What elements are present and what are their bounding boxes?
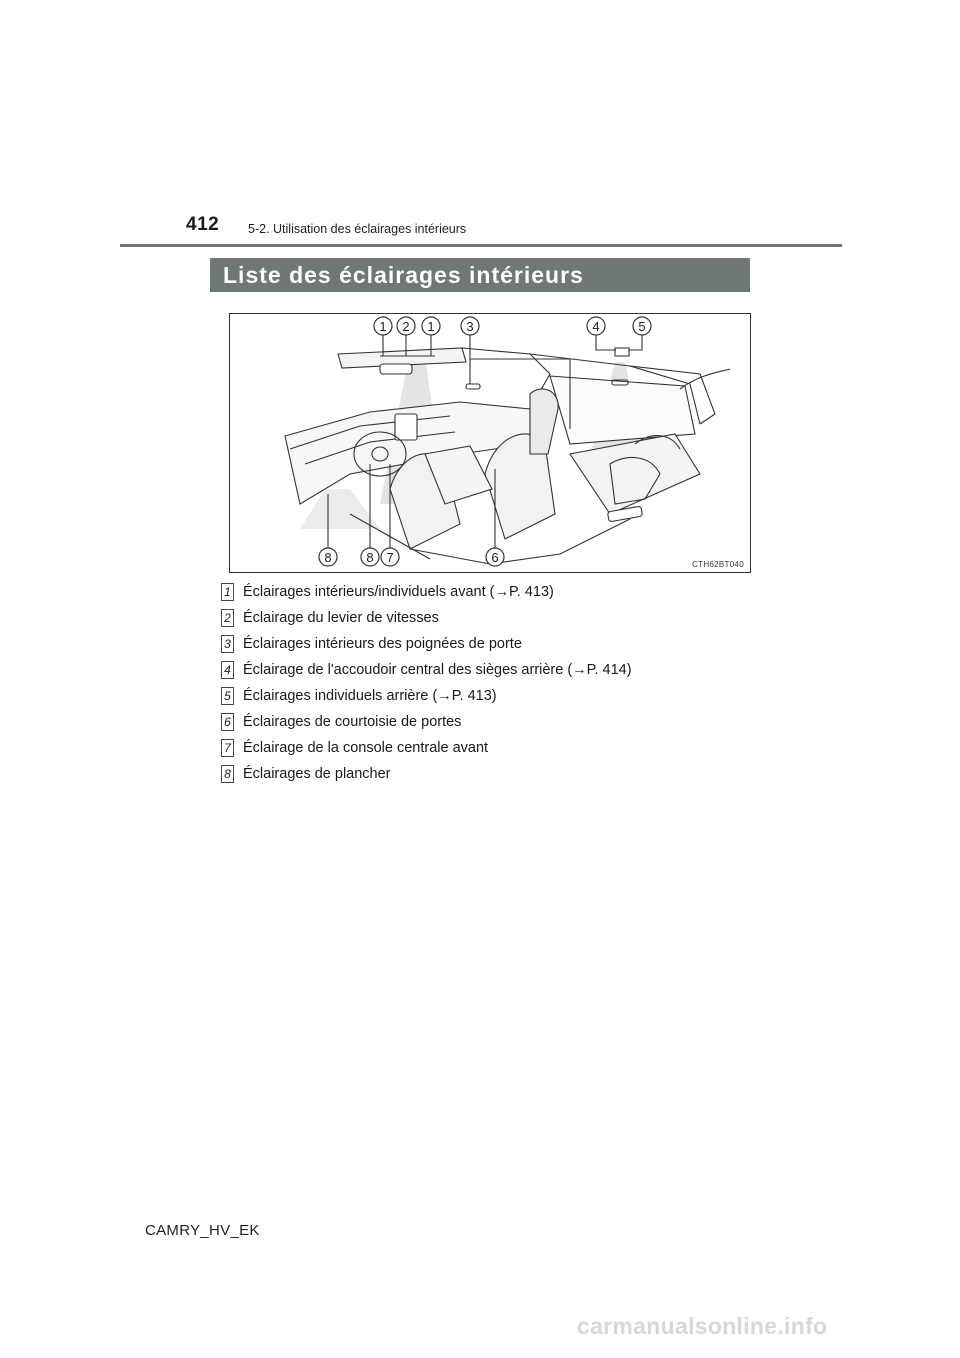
callout-label: 4 — [592, 319, 600, 334]
list-item — [210, 736, 750, 762]
legend-number: 3 — [221, 635, 234, 653]
legend-text: Éclairage de l'accoudoir central des sièges arrière (→P. 414) — [243, 662, 632, 678]
legend-number: 8 — [221, 765, 234, 783]
legend-number: 5 — [221, 687, 234, 705]
legend-number: 4 — [221, 661, 234, 679]
list-item — [210, 580, 750, 606]
list-item — [210, 710, 750, 736]
legend-list — [210, 580, 750, 788]
list-item — [210, 606, 750, 632]
legend-text: Éclairages intérieurs des poignées de porte — [243, 636, 522, 652]
list-item — [210, 762, 750, 788]
interior-lights-figure — [229, 313, 751, 573]
legend-text: Éclairages de plancher — [243, 766, 391, 782]
car-interior-illustration — [230, 314, 750, 572]
header-divider — [120, 244, 842, 247]
footer-model: CAMRY_HV_EK — [145, 1222, 260, 1239]
legend-text: Éclairages intérieurs/individuels avant (→P. 413) — [243, 584, 554, 600]
callout-label: 7 — [386, 550, 394, 565]
section-title: Liste des éclairages intérieurs — [210, 258, 750, 292]
legend-text: Éclairage de la console centrale avant — [243, 740, 489, 756]
legend-number: 7 — [221, 739, 234, 757]
callout-label: 2 — [402, 319, 410, 334]
legend-text: Éclairages individuels arrière (→P. 413) — [243, 688, 497, 704]
callout-label: 8 — [366, 550, 374, 565]
page-number: 412 — [186, 214, 220, 235]
legend-text: Éclairage du levier de vitesses — [243, 610, 439, 626]
list-item — [210, 684, 750, 710]
watermark: carmanualsonline.info — [577, 1313, 828, 1339]
callout-label: 5 — [638, 319, 646, 334]
list-item — [210, 632, 750, 658]
legend-number: 2 — [221, 609, 234, 627]
callout-label: 6 — [491, 550, 499, 565]
figure-code: CTH62BT040 — [692, 560, 744, 569]
legend-text: Éclairages de courtoisie de portes — [243, 714, 462, 730]
list-item — [210, 658, 750, 684]
callout-label: 1 — [379, 319, 387, 334]
legend-number: 1 — [221, 583, 234, 601]
legend-number: 6 — [221, 713, 234, 731]
callout-label: 1 — [427, 319, 435, 334]
callout-label: 8 — [324, 550, 332, 565]
breadcrumb: 5-2. Utilisation des éclairages intérieurs — [248, 222, 467, 236]
callout-label: 3 — [466, 319, 474, 334]
